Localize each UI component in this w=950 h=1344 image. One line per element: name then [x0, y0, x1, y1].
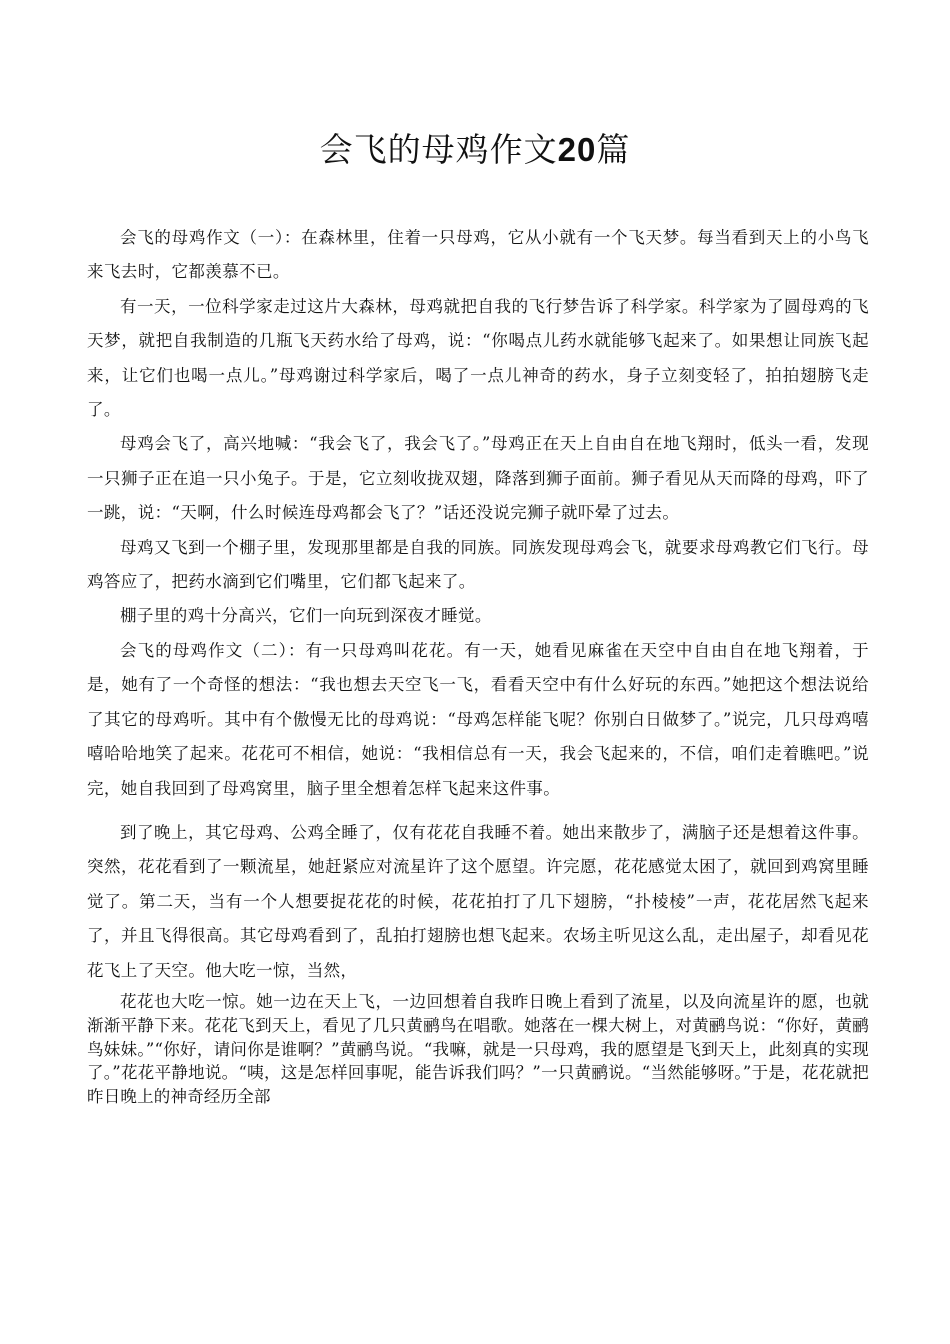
paragraph-1: 会飞的母鸡作文（一）：在森林里，住着一只母鸡，它从小就有一个飞天梦。每当看到天上的小鸟飞来飞去时，它都羡慕不已。	[87, 228, 869, 282]
document-title	[0, 128, 950, 172]
paragraph-4: 母鸡又飞到一个棚子里，发现那里都是自我的同族。同族发现母鸡会飞，就要求母鸡教它们飞行。母鸡答应了，把药水滴到它们嘴里，它们都飞起来了。	[87, 537, 869, 592]
paragraph-7: 到了晚上，其它母鸡、公鸡全睡了，仅有花花自我睡不着。她出来散步了，满脑子还是想着这件事。突然，花花看到了一颗流星，她赶紧应对流星许了这个愿望。许完愿，花花感觉太困了，就回到鸡窝里睡觉了。第二天，当有一个人想要捉花花的时候，花花拍打了几下翅膀，“扑棱棱”一声，花花居然飞起来了，并且飞得很高。其它母鸡看到了，乱拍打翅膀也想飞起来。农场主听见这么乱，走出屋子，却看见花花飞上了天空。他大吃一惊，当然，	[87, 822, 869, 980]
title-number: 20	[557, 131, 597, 168]
paragraph-5: 棚子里的鸡十分高兴，它们一向玩到深夜才睡觉。	[120, 606, 492, 626]
paragraph-3: 母鸡会飞了，高兴地喊：“我会飞了，我会飞了。”母鸡正在天上自由自在地飞翔时，低头一看，发现一只狮子正在追一只小兔子。于是，它立刻收拢双翅，降落到狮子面前。狮子看见从天而降的母鸡，吓了一跳，说：“天啊，什么时候连母鸡都会飞了？”话还没说完狮子就吓晕了过去。	[87, 434, 869, 523]
title-text: 会飞的母鸡作文	[319, 130, 558, 169]
paragraph-6: 会飞的母鸡作文（二）：有一只母鸡叫花花。有一天，她看见麻雀在天空中自由自在地飞翔着，于是，她有了一个奇怪的想法：“我也想去天空飞一飞，看看天空中有什么好玩的东西。”她把这个想法说给了其它的母鸡听。其中有个傲慢无比的母鸡说：“母鸡怎样能飞呢？你别白日做梦了。”说完，几只母鸡嘻嘻哈哈地笑了起来。花花可不相信，她说：“我相信总有一天，我会飞起来的，不信，咱们走着瞧吧。”说完，她自我回到了母鸡窝里，脑子里全想着怎样飞起来这件事。	[87, 640, 869, 798]
document-body	[87, 221, 869, 1109]
paragraph-8: 花花也大吃一惊。她一边在天上飞，一边回想着自我昨日晚上看到了流星，以及向流星许的愿，也就渐渐平静下来。花花飞到天上，看见了几只黄鹂鸟在唱歌。她落在一棵大树上，对黄鹂鸟说：“你好，黄鹂鸟妹妹。”“你好，请问你是谁啊？”黄鹂鸟说。“我嘛，就是一只母鸡，我的愿望是飞到天上，此刻真的实现了。”花花平静地说。“咦，这是怎样回事呢，能告诉我们吗？”一只黄鹂说。“当然能够呀。”于是，花花就把昨日晚上的神奇经历全部	[87, 991, 869, 1107]
paragraph-2: 有一天，一位科学家走过这片大森林，母鸡就把自我的飞行梦告诉了科学家。科学家为了圆母鸡的飞天梦，就把自我制造的几瓶飞天药水给了母鸡，说：“你喝点儿药水就能够飞起来了。如果想让同族飞起来，让它们也喝一点儿。”母鸡谢过科学家后，喝了一点儿神奇的药水，身子立刻变轻了，拍拍翅膀飞走了。	[87, 296, 869, 420]
title-suffix: 篇	[596, 130, 631, 169]
